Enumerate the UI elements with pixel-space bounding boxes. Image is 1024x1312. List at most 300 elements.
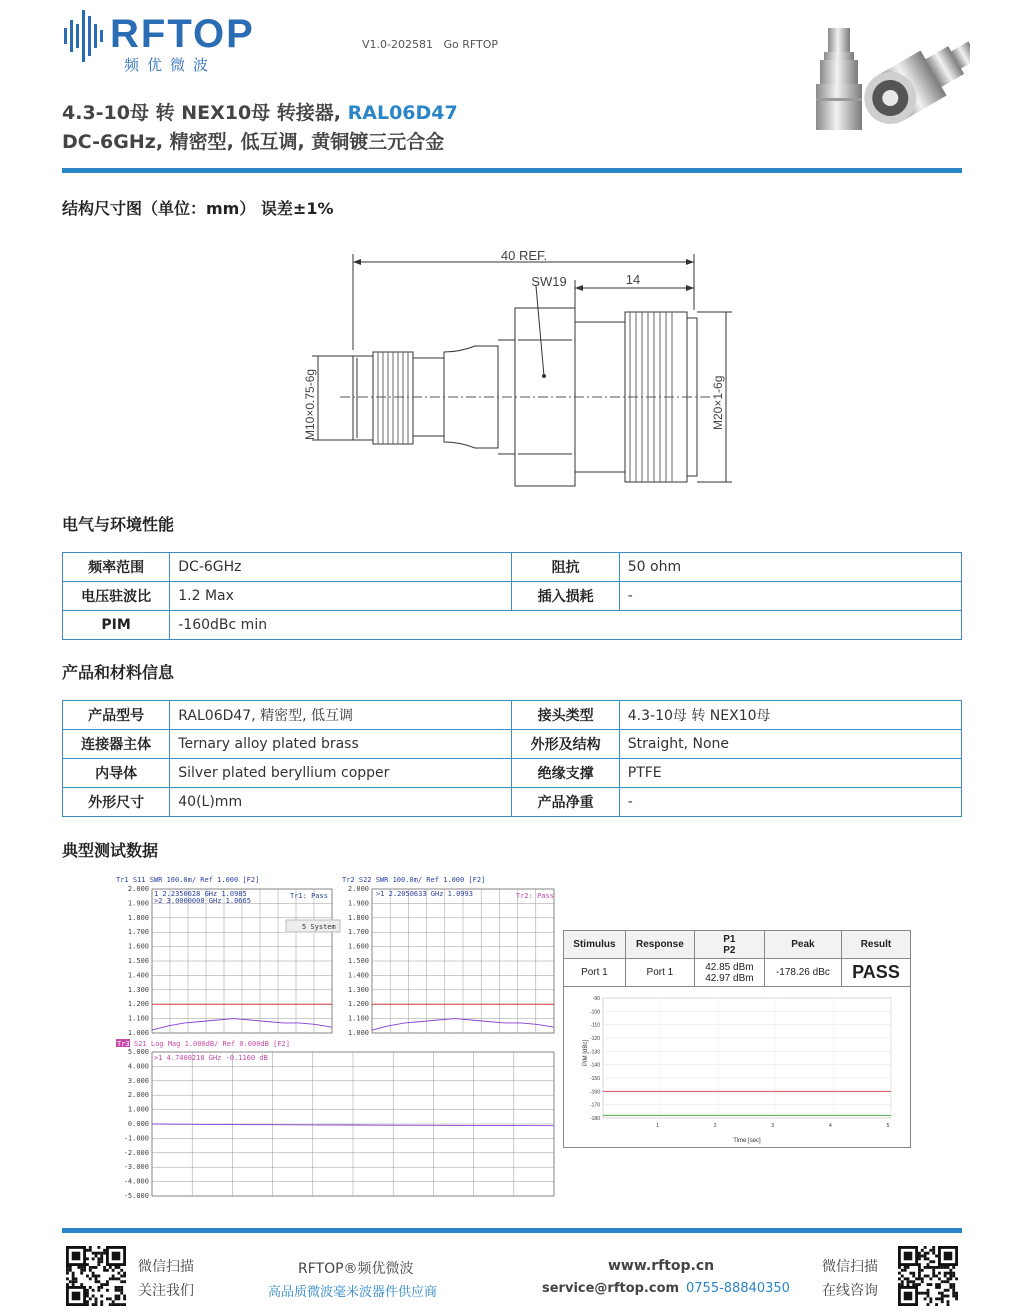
qr-module	[123, 1272, 126, 1275]
qr-module	[944, 1280, 947, 1283]
tick-label: 3.000	[127, 1076, 149, 1085]
qr-module	[935, 1255, 938, 1258]
qr-module	[927, 1263, 930, 1266]
qr-module	[115, 1297, 118, 1300]
tick-label: -150	[589, 1076, 600, 1082]
tick-label: -110	[590, 1022, 600, 1029]
plot-area	[603, 998, 891, 1118]
qr-module	[89, 1266, 92, 1269]
qr-module	[100, 1260, 103, 1263]
qr-module	[952, 1292, 955, 1295]
qr-module	[109, 1297, 112, 1300]
tick-label: -4.000	[123, 1177, 149, 1186]
qr-module	[912, 1280, 915, 1283]
table-row	[63, 553, 962, 582]
table-cell: Port 1	[564, 959, 626, 987]
qr-module	[117, 1303, 120, 1306]
tick-label: 1.300	[347, 985, 369, 994]
table-label: 电压驻波比	[63, 582, 170, 611]
qr-module	[938, 1292, 941, 1295]
qr-module	[901, 1280, 904, 1283]
tick-label: 1.800	[127, 913, 149, 922]
table-label: 外形尺寸	[63, 788, 170, 817]
qr-module	[929, 1297, 932, 1300]
qr-module	[909, 1272, 912, 1275]
qr-module	[103, 1252, 106, 1255]
qr-module	[932, 1272, 935, 1275]
qr-module	[86, 1289, 89, 1292]
page-title: 4.3-10母 转 NEX10母 转接器, RAL06D47	[62, 102, 458, 124]
qr-module	[904, 1277, 907, 1280]
tick-label: 1.400	[347, 971, 369, 980]
qr-module	[92, 1266, 95, 1269]
qr-module	[952, 1289, 955, 1292]
qr-module	[944, 1289, 947, 1292]
table-value: -	[619, 582, 961, 611]
go-rftop-link[interactable]: Go RFTOP	[443, 38, 499, 51]
qr-module	[918, 1255, 921, 1258]
dim-hex-label: SW19	[531, 274, 567, 289]
qr-module	[66, 1266, 69, 1269]
qr-module	[935, 1286, 938, 1289]
product-section-title: 产品和材料信息	[62, 663, 175, 682]
qr-module	[100, 1252, 103, 1255]
tick-label: 0.000	[127, 1120, 149, 1128]
qr-module	[918, 1266, 921, 1269]
qr-module	[952, 1283, 955, 1286]
tick-label: -160	[589, 1089, 600, 1096]
qr-module	[938, 1297, 941, 1300]
qr-module	[938, 1277, 941, 1280]
qr-module	[92, 1295, 95, 1298]
qr-module	[927, 1283, 930, 1286]
qr-module	[918, 1272, 921, 1275]
qr-module	[100, 1255, 103, 1258]
version-number: V1.0-202581	[362, 38, 433, 51]
tick-label: 1.800	[347, 913, 369, 922]
chart3-header: S21 Log Mag 1.000dB/ Ref 0.000dB [F2]	[134, 1040, 290, 1048]
qr-module	[100, 1295, 103, 1298]
qr-module	[120, 1280, 123, 1283]
qr-module	[86, 1263, 89, 1266]
pass-badge: PASS	[841, 959, 910, 987]
tick-label: -3.000	[123, 1163, 149, 1172]
tick-label: -5.000	[123, 1192, 149, 1200]
qr-module	[927, 1289, 930, 1292]
qr-module	[80, 1272, 83, 1275]
qr-module	[949, 1275, 952, 1278]
tick-label: 4	[829, 1123, 832, 1129]
footer-wechat-label: 微信扫描	[138, 1259, 194, 1275]
table-value: -	[619, 788, 961, 817]
qr-module	[952, 1295, 955, 1298]
tick-label: -100	[589, 1009, 600, 1016]
qr-module	[100, 1283, 103, 1286]
qr-module	[938, 1283, 941, 1286]
tick-label: 1.500	[127, 957, 149, 965]
table-row	[63, 582, 962, 611]
qr-module	[92, 1252, 95, 1255]
qr-module	[912, 1283, 915, 1286]
dim-14-label: 14	[625, 272, 641, 287]
table-label: PIM	[63, 611, 170, 640]
table-value: RAL06D47, 精密型, 低互调	[170, 701, 512, 730]
qr-module	[109, 1266, 112, 1269]
qr-module	[69, 1269, 72, 1272]
qr-module	[86, 1292, 89, 1295]
footer-email-link[interactable]: service@rftop.com	[542, 1281, 680, 1296]
qr-module	[935, 1297, 938, 1300]
table-label: 产品型号	[63, 701, 170, 730]
test-section-title: 典型测试数据	[62, 841, 159, 860]
qr-module	[117, 1295, 120, 1298]
qr-module	[115, 1266, 118, 1269]
dimension-drawing	[290, 240, 750, 490]
table-row	[63, 701, 962, 730]
table-value: -160dBc min	[170, 611, 962, 640]
qr-module	[83, 1269, 86, 1272]
qr-module	[924, 1246, 927, 1249]
qr-module	[80, 1266, 83, 1269]
qr-module	[907, 1277, 910, 1280]
model-number: RAL06D47	[347, 102, 458, 124]
qr-module	[947, 1295, 950, 1298]
qr-module	[949, 1277, 952, 1280]
tick-label: 2.000	[347, 885, 369, 893]
tick-label: 2	[713, 1123, 717, 1129]
qr-module	[912, 1275, 915, 1278]
qr-module	[918, 1263, 921, 1266]
tick-label: 1.600	[347, 942, 369, 951]
qr-module	[123, 1295, 126, 1298]
tick-label: 1.000	[127, 1029, 149, 1037]
table-cell: -178.26 dBc	[764, 959, 841, 987]
qr-module	[109, 1277, 112, 1280]
qr-module	[120, 1286, 123, 1289]
qr-module	[915, 1277, 918, 1280]
qr-module	[115, 1286, 118, 1289]
tick-label: -1.000	[123, 1134, 149, 1143]
qr-module	[72, 1280, 75, 1283]
tick-label: 1	[656, 1123, 659, 1129]
table-label: 频率范围	[63, 553, 170, 582]
chart3-s21	[124, 1048, 554, 1200]
qr-module	[944, 1295, 947, 1298]
qr-module	[95, 1303, 98, 1306]
qr-module	[103, 1269, 106, 1272]
qr-module	[115, 1289, 118, 1292]
table-row	[564, 931, 911, 959]
qr-module	[952, 1272, 955, 1275]
tick-label: 1.900	[127, 899, 149, 908]
qr-module	[921, 1255, 924, 1258]
qr-module	[95, 1277, 98, 1280]
tick-label: 1.600	[127, 942, 149, 951]
qr-module	[97, 1289, 100, 1292]
footer-website-link[interactable]: www.rftop.cn	[608, 1258, 715, 1274]
qr-module	[904, 1269, 907, 1272]
table-label: 连接器主体	[63, 730, 170, 759]
qr-module	[66, 1269, 69, 1272]
tick-label: -140	[589, 1062, 600, 1069]
qr-module	[929, 1249, 932, 1252]
qr-module	[941, 1292, 944, 1295]
footer-brand: RFTOP®频优微波	[298, 1261, 414, 1277]
qr-module	[929, 1260, 932, 1263]
qr-module	[117, 1277, 120, 1280]
qr-module	[97, 1280, 100, 1283]
qr-module	[941, 1295, 944, 1298]
table-row	[63, 611, 962, 640]
qr-module	[72, 1272, 75, 1275]
qr-module	[921, 1280, 924, 1283]
qr-module	[95, 1280, 98, 1283]
tick-label: 1.000	[347, 1029, 369, 1037]
table-header: Peak	[764, 931, 841, 959]
qr-module	[112, 1303, 115, 1306]
qr-module	[927, 1303, 930, 1306]
qr-module	[97, 1252, 100, 1255]
qr-module	[92, 1272, 95, 1275]
qr-module	[915, 1283, 918, 1286]
qr-module	[92, 1275, 95, 1278]
table-row	[564, 959, 911, 987]
chart1-header: Tr1 S11 SWR 100.0m/ Ref 1.000 [F2]	[116, 876, 260, 884]
tick-label: 2.000	[127, 885, 149, 893]
footer-follow-label: 关注我们	[138, 1283, 194, 1299]
qr-module	[123, 1297, 126, 1300]
qr-module	[117, 1289, 120, 1292]
qr-module	[927, 1252, 930, 1255]
qr-module	[72, 1283, 75, 1286]
table-header: Result	[841, 931, 910, 959]
logo-wave-icon	[62, 6, 104, 66]
chart1-pass: Tr1: Pass	[290, 892, 328, 900]
tick-label: -180	[589, 1116, 600, 1122]
qr-module	[86, 1300, 89, 1303]
qr-module	[901, 1275, 904, 1278]
qr-module	[103, 1249, 106, 1252]
chart2-pass: Tr2: Pass	[516, 892, 554, 900]
qr-module	[95, 1266, 98, 1269]
tick-label: 1.400	[127, 971, 149, 980]
qr-module	[80, 1269, 83, 1272]
qr-module	[86, 1303, 89, 1306]
qr-module	[955, 1295, 958, 1298]
tick-label: -130	[589, 1049, 600, 1056]
table-value: 50 ohm	[619, 553, 961, 582]
table-value: 4.3-10母 转 NEX10母	[619, 701, 961, 730]
qr-module	[947, 1277, 950, 1280]
qr-module	[100, 1286, 103, 1289]
footer-consult-label: 在线咨询	[822, 1283, 878, 1299]
qr-module	[947, 1272, 950, 1275]
qr-module	[100, 1303, 103, 1306]
qr-module	[932, 1269, 935, 1272]
qr-module	[100, 1257, 103, 1260]
qr-module	[120, 1292, 123, 1295]
qr-module	[117, 1266, 120, 1269]
qr-module	[72, 1277, 75, 1280]
thread-right-label: M20×1-6g	[711, 375, 725, 430]
qr-module	[927, 1266, 930, 1269]
qr-module	[95, 1252, 98, 1255]
tick-label: -170	[589, 1102, 600, 1109]
tick-label: -2.000	[123, 1148, 149, 1157]
qr-module	[97, 1246, 100, 1249]
chart3-tag: Tr3	[117, 1040, 130, 1048]
tick-label: 1.700	[127, 928, 149, 937]
qr-module	[66, 1272, 69, 1275]
qr-module	[955, 1297, 958, 1300]
qr-module	[66, 1277, 69, 1280]
qr-module	[901, 1269, 904, 1272]
qr-module	[112, 1277, 115, 1280]
qr-module	[929, 1266, 932, 1269]
qr-module	[69, 1280, 72, 1283]
qr-module	[952, 1275, 955, 1278]
qr-module	[921, 1269, 924, 1272]
tick-label: 1.100	[347, 1014, 369, 1023]
pim-ylabel: PIM [dBc]	[583, 1039, 589, 1066]
qr-module	[92, 1257, 95, 1260]
qr-module	[123, 1303, 126, 1306]
qr-module	[949, 1272, 952, 1275]
qr-module	[924, 1252, 927, 1255]
qr-module	[932, 1275, 935, 1278]
qr-code-icon	[898, 1246, 958, 1306]
qr-module	[924, 1292, 927, 1295]
qr-module	[944, 1266, 947, 1269]
qr-module	[955, 1277, 958, 1280]
qr-module	[927, 1295, 930, 1298]
qr-module	[95, 1275, 98, 1278]
electrical-table	[62, 552, 962, 640]
table-header: Stimulus	[564, 931, 626, 959]
table-value: 1.2 Max	[170, 582, 512, 611]
qr-module	[77, 1266, 80, 1269]
qr-module	[952, 1286, 955, 1289]
qr-module	[69, 1266, 72, 1269]
logo-subtitle: 频优微波	[124, 56, 217, 74]
version-info	[362, 38, 498, 51]
qr-module	[898, 1283, 901, 1286]
qr-module	[924, 1257, 927, 1260]
table-label: 绝缘支撑	[512, 759, 619, 788]
chart2-s22	[348, 885, 554, 1037]
chart3-marker1: >1 4.7400210 GHz -0.1160 dB	[154, 1054, 268, 1062]
qr-module	[918, 1275, 921, 1278]
qr-module	[921, 1277, 924, 1280]
header-divider	[62, 168, 962, 173]
tick-label: 5.000	[127, 1048, 149, 1056]
qr-module	[924, 1297, 927, 1300]
system-popup-label: 5 System	[302, 923, 336, 931]
qr-module	[938, 1266, 941, 1269]
qr-module	[949, 1283, 952, 1286]
qr-module	[112, 1269, 115, 1272]
qr-module	[904, 1266, 907, 1269]
qr-module	[86, 1275, 89, 1278]
qr-module	[932, 1249, 935, 1252]
qr-module	[927, 1275, 930, 1278]
qr-module	[120, 1303, 123, 1306]
table-value: Silver plated beryllium copper	[170, 759, 512, 788]
qr-module	[924, 1275, 927, 1278]
qr-module	[83, 1266, 86, 1269]
table-row	[63, 759, 962, 788]
qr-module	[941, 1297, 944, 1300]
qr-module	[935, 1275, 938, 1278]
drawing-section-title: 结构尺寸图（单位：mm） 误差±1%	[62, 199, 334, 218]
qr-module	[106, 1283, 109, 1286]
qr-module	[117, 1297, 120, 1300]
qr-module	[932, 1246, 935, 1249]
qr-module	[89, 1246, 92, 1249]
qr-module	[123, 1280, 126, 1283]
qr-module	[909, 1280, 912, 1283]
qr-module	[941, 1266, 944, 1269]
qr-module	[115, 1303, 118, 1306]
tick-label: -90	[592, 996, 600, 1002]
chart1-s11	[128, 885, 332, 1037]
qr-module	[117, 1286, 120, 1289]
qr-module	[75, 1280, 78, 1283]
qr-module	[935, 1283, 938, 1286]
qr-module	[955, 1292, 958, 1295]
qr-module	[949, 1286, 952, 1289]
table-value: PTFE	[619, 759, 961, 788]
qr-module	[927, 1257, 930, 1260]
qr-module	[941, 1280, 944, 1283]
qr-module	[103, 1266, 106, 1269]
qr-module	[918, 1292, 921, 1295]
table-label: 内导体	[63, 759, 170, 788]
electrical-section-title: 电气与环境性能	[62, 515, 175, 534]
qr-code-icon	[66, 1246, 126, 1306]
pim-result-table	[563, 930, 911, 987]
qr-module	[106, 1289, 109, 1292]
qr-module	[106, 1297, 109, 1300]
qr-module	[932, 1260, 935, 1263]
qr-module	[918, 1269, 921, 1272]
qr-module	[927, 1292, 930, 1295]
table-cell: Port 1	[625, 959, 694, 987]
table-value: Ternary alloy plated brass	[170, 730, 512, 759]
qr-module	[109, 1303, 112, 1306]
qr-module	[935, 1303, 938, 1306]
qr-module	[112, 1300, 115, 1303]
vna-charts	[114, 872, 560, 1204]
qr-module	[115, 1277, 118, 1280]
product-table	[62, 700, 962, 817]
qr-module	[901, 1283, 904, 1286]
qr-module	[72, 1275, 75, 1278]
qr-module	[86, 1257, 89, 1260]
qr-module	[97, 1263, 100, 1266]
qr-module	[929, 1277, 932, 1280]
tick-label: 4.000	[127, 1062, 149, 1071]
qr-module	[941, 1300, 944, 1303]
qr-module	[924, 1266, 927, 1269]
chart1-marker1: 1 2.2350628 GHz 1.0985	[154, 890, 247, 898]
qr-module	[947, 1303, 950, 1306]
qr-module	[117, 1272, 120, 1275]
tick-label: 2.000	[127, 1091, 149, 1100]
qr-module	[921, 1292, 924, 1295]
qr-module	[938, 1286, 941, 1289]
qr-module	[944, 1272, 947, 1275]
